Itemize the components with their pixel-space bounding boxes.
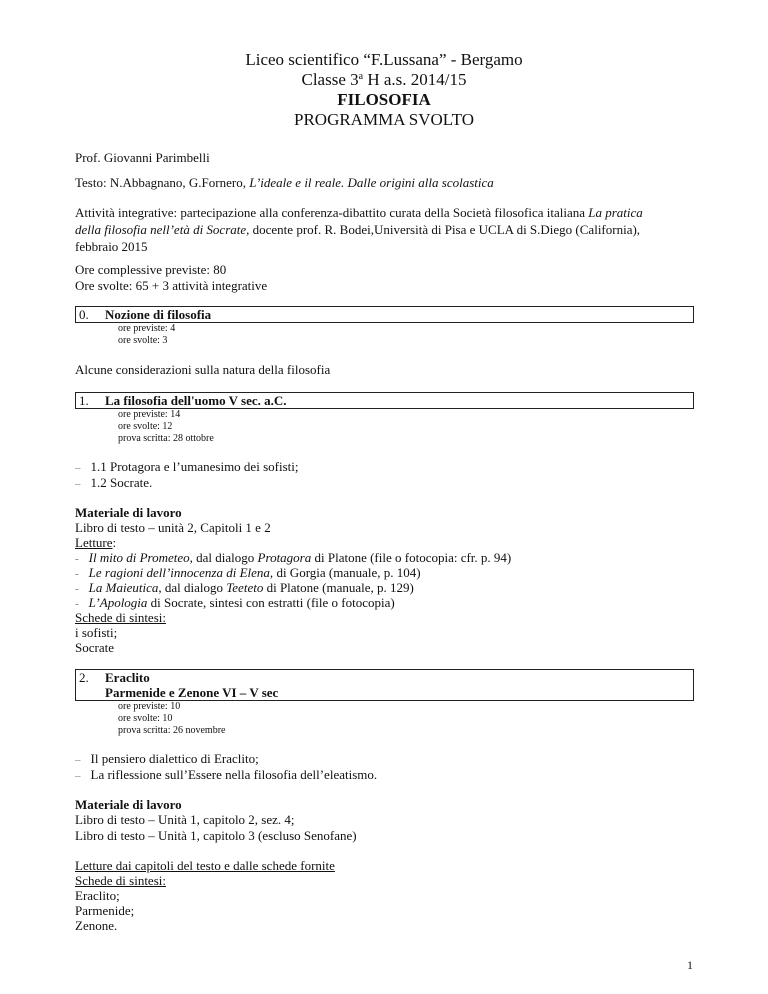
section-1-readings-heading: Letture: <box>75 535 117 550</box>
list-item: – 1.2 Socrate. <box>75 475 153 490</box>
list-item: - La Maieutica, dal dialogo Teeteto di Platone (manuale, p. 129) <box>75 580 414 595</box>
topic-text: 1.2 Socrate. <box>90 475 153 490</box>
subject-title: FILOSOFIA <box>337 90 431 109</box>
list-item: - Le ragioni dell’innocenza di Elena, di Gorgia (manuale, p. 104) <box>75 565 421 580</box>
reading-title: L’Apologia <box>88 595 148 610</box>
activities-line-1 <box>75 205 643 221</box>
school-title: Liceo scientifico “F.Lussana” - Bergamo <box>245 50 523 69</box>
reading-text: di Socrate, sintesi con estratti (file o fotocopia) <box>147 595 395 610</box>
hours-done: Ore svolte: 65 + 3 attività integrative <box>75 278 268 293</box>
list-item: - L’Apologia di Socrate, sintesi con estratti (file o fotocopia) <box>75 595 395 610</box>
section-0-header <box>75 306 694 323</box>
section-1-material: Libro di testo – unità 2, Capitoli 1 e 2 <box>75 520 271 535</box>
section-2-readings: Letture dai capitoli del testo e dalle schede fornite <box>75 858 335 873</box>
section-0-done: ore svolte: 3 <box>118 335 168 346</box>
program-title: PROGRAMMA SVOLTO <box>294 110 474 129</box>
section-2-number: 2. <box>79 670 89 685</box>
section-1-summaries-heading: Schede di sintesi: <box>75 610 166 625</box>
section-0-body: Alcune considerazioni sulla natura della filosofia <box>75 362 331 377</box>
section-1-test: prova scritta: 28 ottobre <box>118 433 214 444</box>
textbook-title: L’ideale e il reale. Dalle origini alla scolastica <box>249 175 494 190</box>
readings-label: Letture <box>75 535 113 550</box>
topic-text: La riflessione sull’Essere nella filosofia dell’eleatismo. <box>90 767 378 782</box>
list-item: Socrate <box>75 640 114 655</box>
section-1-material-heading: Materiale di lavoro <box>75 505 182 520</box>
list-item: - Il mito di Prometeo, dal dialogo Protagora di Platone (file o fotocopia: cfr. p. 94) <box>75 550 512 565</box>
reading-text: di Gorgia (manuale, p. 104) <box>273 565 421 580</box>
section-1-header <box>75 392 694 409</box>
list-item: Libro di testo – Unità 1, capitolo 3 (escluso Senofane) <box>75 828 357 843</box>
section-2-test: prova scritta: 26 novembre <box>118 725 226 736</box>
reading-text: , dal dialogo <box>158 580 227 595</box>
reading-title: La Maieutica <box>88 580 159 595</box>
list-item: i sofisti; <box>75 625 118 640</box>
section-1-number: 1. <box>79 393 89 408</box>
activities-title-b: della filosofia nell’età di Socrate <box>75 222 247 237</box>
hours-planned: Ore complessive previste: 80 <box>75 262 227 277</box>
topic-text: 1.1 Protagora e l’umanesimo dei sofisti; <box>90 459 299 474</box>
activities-line-2 <box>75 222 640 238</box>
teacher-line: Prof. Giovanni Parimbelli <box>75 150 210 165</box>
list-item: Eraclito; <box>75 888 120 903</box>
reading-text: di Platone (manuale, p. 129) <box>263 580 414 595</box>
reading-title: Le ragioni dell’innocenza di Elena, <box>88 565 274 580</box>
class-prefix: Classe 3 <box>301 70 359 89</box>
section-2-title-2: Parmenide e Zenone VI – V sec <box>105 685 279 700</box>
section-1-planned: ore previste: 14 <box>118 409 181 420</box>
section-0-number: 0. <box>79 307 89 322</box>
list-item: Libro di testo – Unità 1, capitolo 2, sez. 4; <box>75 812 295 827</box>
list-item: – La riflessione sull’Essere nella filosofia dell’eleatismo. <box>75 767 378 782</box>
reading-title: Il mito di Prometeo, <box>88 550 193 565</box>
topic-text: Il pensiero dialettico di Eraclito; <box>90 751 259 766</box>
class-line <box>0 70 768 90</box>
list-item: Zenone. <box>75 918 118 933</box>
section-1-title: La filosofia dell'uomo V sec. a.C. <box>105 393 287 408</box>
class-superscript: a <box>358 71 364 82</box>
section-2-planned: ore previste: 10 <box>118 701 181 712</box>
page-number: 1 <box>687 958 693 972</box>
section-0-title: Nozione di filosofia <box>105 307 212 322</box>
reading-work: Protagora <box>257 550 312 565</box>
reading-text: dal dialogo <box>192 550 258 565</box>
class-suffix: H a.s. 2014/15 <box>363 70 467 89</box>
activities-lecturer: , docente prof. R. Bodei,Università di Pisa e UCLA di S.Diego (California), <box>246 222 641 237</box>
textbook-prefix: Testo: N.Abbagnano, G.Fornero, <box>75 175 250 190</box>
section-2-title-1: Eraclito <box>105 670 150 685</box>
section-1-done: ore svolte: 12 <box>118 421 173 432</box>
list-item: Parmenide; <box>75 903 135 918</box>
section-2-material-heading: Materiale di lavoro <box>75 797 182 812</box>
activities-title-a: La pratica <box>588 205 643 220</box>
list-item: – Il pensiero dialettico di Eraclito; <box>75 751 259 766</box>
activities-text: Attività integrative: partecipazione alla conferenza-dibattito curata della Società filosofica italiana <box>75 205 589 220</box>
section-2-done: ore svolte: 10 <box>118 713 173 724</box>
activities-line-3: febbraio 2015 <box>75 239 148 254</box>
list-item: – 1.1 Protagora e l’umanesimo dei sofisti; <box>75 459 299 474</box>
section-2-summaries-heading: Schede di sintesi: <box>75 873 166 888</box>
reading-text: di Platone (file o fotocopia: cfr. p. 94) <box>311 550 512 565</box>
section-0-planned: ore previste: 4 <box>118 323 176 334</box>
reading-work: Teeteto <box>226 580 264 595</box>
textbook-line <box>75 175 494 191</box>
section-2-header <box>75 669 694 701</box>
